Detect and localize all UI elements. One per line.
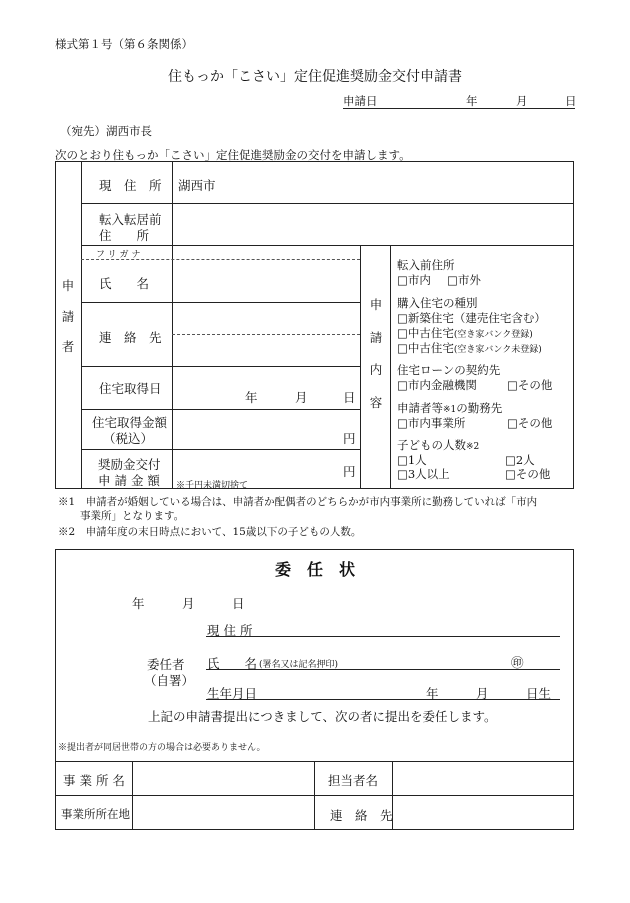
birth-month: 月 [476,686,489,701]
delegation-title: 委 任 状 [274,560,355,579]
address-value[interactable]: 湖西市 [178,178,216,193]
delegation-note: ※提出者が同居世帯の方の場合は必要ありません。 [58,743,266,753]
acquire-amount-label-2: （税込） [103,431,154,446]
birth-label: 生年月日 [207,686,258,701]
seal-mark: ㊞ [511,655,524,670]
applicant-side-label: 申 請 者 [61,278,75,354]
prev-address-label-1: 転入転居前 [99,212,162,227]
delegator-address-label: 現 住 所 [207,623,253,638]
checkbox-housing-used-registered[interactable]: □中古住宅(空き家バンク登録) [397,326,533,340]
checkbox-children-1[interactable]: □1人 [397,453,427,467]
checkbox-children-3plus[interactable]: □3人以上 [397,467,450,481]
address-label: 現 住 所 [99,178,162,193]
delegation-date-year: 年 [132,596,145,611]
intro-text: 次のとおり住もっか「こさい」定住促進奨励金の交付を申請します。 [55,148,411,162]
form-number: 様式第１号（第６条関係） [55,37,193,51]
person-label: 担当者名 [328,773,379,788]
person-field[interactable] [394,763,573,794]
acquire-amount-label-1: 住宅取得金額 [92,415,168,430]
contact-label: 連 絡 先 [99,330,162,345]
apply-date-month: 月 [516,94,528,108]
workplace-title: 申請者等※1の勤務先 [397,401,503,415]
delegator-label-1: 委任者 [147,657,185,672]
housing-used-unregistered-note: (空き家バンク未登録) [453,345,542,355]
checkbox-loan-local[interactable]: □市内金融機関 [397,378,477,392]
prev-address-label-2: 住 所 [99,228,150,243]
checkbox-loan-other[interactable]: □その他 [507,378,553,392]
delegator-name-note: (署名又は記名押印) [259,660,339,670]
grant-amount-field[interactable] [174,451,339,477]
delegator-label-2: （自署） [144,673,195,688]
office-name-field[interactable] [134,763,313,794]
note-1: ※1 申請者が婚姻している場合は、申請者か配偶者のどちらかが市内事業所に勤務していれば「市内 [58,496,538,508]
prev-address-field[interactable] [174,206,572,243]
grant-yen: 円 [343,464,356,479]
contact-field[interactable] [174,304,359,365]
acquire-date-label: 住宅取得日 [99,381,162,396]
checkbox-prev-address-inside[interactable]: □市内 [397,273,431,287]
delegation-statement: 上記の申請書提出につきまして、次の者に提出を委任します。 [148,709,497,724]
prev-address-title: 転入前住所 [397,258,455,272]
office-name-label: 事 業 所 名 [63,773,125,788]
apply-date-label: 申請日 [343,94,378,108]
name-field[interactable] [174,261,359,301]
furigana-field[interactable] [174,247,359,258]
office-address-field[interactable] [134,797,313,829]
checkbox-housing-new[interactable]: □新築住宅（建売住宅含む） [397,311,546,325]
delegation-date-day: 日 [232,596,245,611]
apply-date-day: 日 [565,94,577,108]
details-side-label: 申 請 内 容 [369,297,383,410]
delegator-birth-field[interactable] [206,684,560,700]
delegation-contact-field[interactable] [394,797,573,829]
checkbox-prev-address-outside[interactable]: □市外 [447,273,481,287]
delegation-date-month: 月 [182,596,195,611]
acquire-amount-yen: 円 [343,431,356,446]
note-1-cont: 事業所」となります。 [80,510,185,522]
checkbox-workplace-other[interactable]: □その他 [507,416,553,430]
delegation-contact-label: 連 絡 先 [330,808,393,823]
birth-day: 日生 [526,686,552,701]
addressee: （宛先）湖西市長 [60,124,152,138]
grant-label-2: 申 請 金 額 [98,473,160,488]
delegator-name-label: 氏 名 [207,656,258,671]
acquire-date-month: 月 [295,390,308,405]
birth-year: 年 [426,686,439,701]
checkbox-housing-used-unregistered[interactable]: □中古住宅(空き家バンク未登録) [397,341,542,355]
apply-date-line[interactable] [343,92,575,109]
children-title: 子どもの人数※2 [397,438,480,452]
acquire-date-year: 年 [245,390,258,405]
loan-title: 住宅ローンの契約先 [397,363,501,377]
checkbox-children-2[interactable]: □2人 [505,453,535,467]
acquire-amount-field[interactable] [174,411,339,448]
name-label: 氏 名 [99,276,150,291]
housing-type-title: 購入住宅の種別 [397,296,478,310]
checkbox-children-other[interactable]: □その他 [505,467,551,481]
grant-note: ※千円未満切捨て [176,481,249,491]
checkbox-workplace-local[interactable]: □市内事業所 [397,416,466,430]
apply-date-year: 年 [466,94,478,108]
furigana-label: フリガナ [96,250,144,260]
office-address-label: 事業所所在地 [61,807,130,821]
grant-label-1: 奨励金交付 [98,457,161,472]
housing-used-registered-note: (空き家バンク登録) [453,330,533,340]
acquire-date-day: 日 [343,390,356,405]
form-title: 住もっか「こさい」定住促進奨励金交付申請書 [168,69,462,85]
delegator-address-field[interactable] [206,620,560,637]
note-2: ※2 申請年度の末日時点において、15歳以下の子どもの人数。 [58,526,362,538]
